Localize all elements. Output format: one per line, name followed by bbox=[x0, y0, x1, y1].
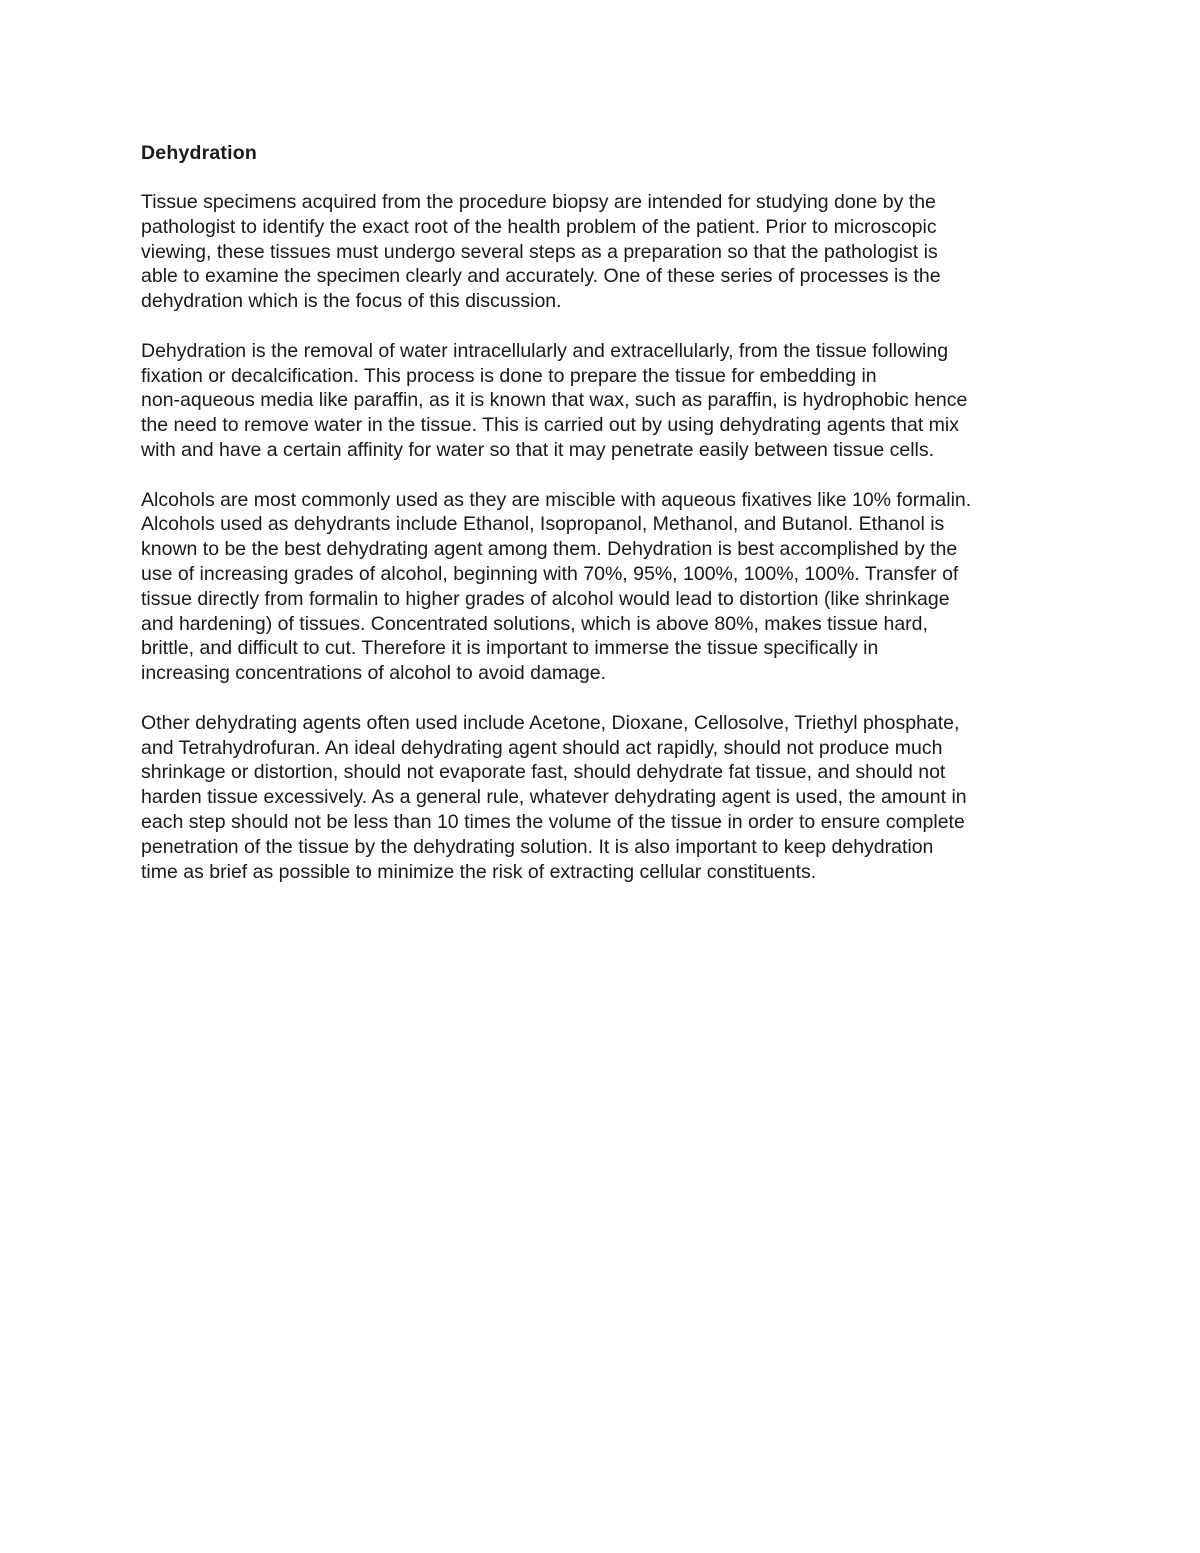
paragraph-introduction: Tissue specimens acquired from the procedure biopsy are intended for studying done by the pathologist to identify the exact root of the health problem of the patient. Prior to microscopic viewing, these tissues must undergo several steps as a preparation so that the pathologist is able to examine the specimen clearly and accurately. One of these series of processes is the dehydration which is the focus of this discussion. bbox=[141, 191, 941, 313]
document-title: Dehydration bbox=[141, 142, 257, 164]
paragraph-other-agents: Other dehydrating agents often used include Acetone, Dioxane, Cellosolve, Triethyl phosphate, and Tetrahydrofuran. An ideal dehydrating agent should act rapidly, should not produce much shrinkage or distortion, should not evaporate fast, should dehydrate fat tissue, and should not harden tissue excessively. As a general rule, whatever dehydrating agent is used, the amount in each step should not be less than 10 times the volume of the tissue in order to ensure complete penetration of the tissue by the dehydrating solution. It is also important to keep dehydration time as brief as possible to minimize the risk of extracting cellular constituents. bbox=[141, 711, 967, 883]
paragraph-definition: Dehydration is the removal of water intracellularly and extracellularly, from the tissue following fixation or decalcification. This process is done to prepare the tissue for embedding in non-aqueous media like paraffin, as it is known that wax, such as paraffin, is hydrophobic hence the need to remove water in the tissue. This is carried out by using dehydrating agents that mix with and have a certain affinity for water so that it may penetrate easily between tissue cells. bbox=[141, 339, 968, 461]
paragraph-alcohols: Alcohols are most commonly used as they are miscible with aqueous fixatives like 10% formalin. Alcohols used as dehydrants include Ethanol, Isopropanol, Methanol, and Butanol. Ethanol is known to be the best dehydrating agent among them. Dehydration is best accomplished by the use of increasing grades of alcohol, beginning with 70%, 95%, 100%, 100%, 100%. Transfer of tissue directly from formalin to higher grades of alcohol would lead to distortion (like shrinkage and hardening) of tissues. Concentrated solutions, which is above 80%, makes tissue hard, brittle, and difficult to cut. Therefore it is important to immerse the tissue specifically in increasing concentrations of alcohol to avoid damage. bbox=[141, 488, 972, 685]
document-body bbox=[141, 141, 1071, 909]
